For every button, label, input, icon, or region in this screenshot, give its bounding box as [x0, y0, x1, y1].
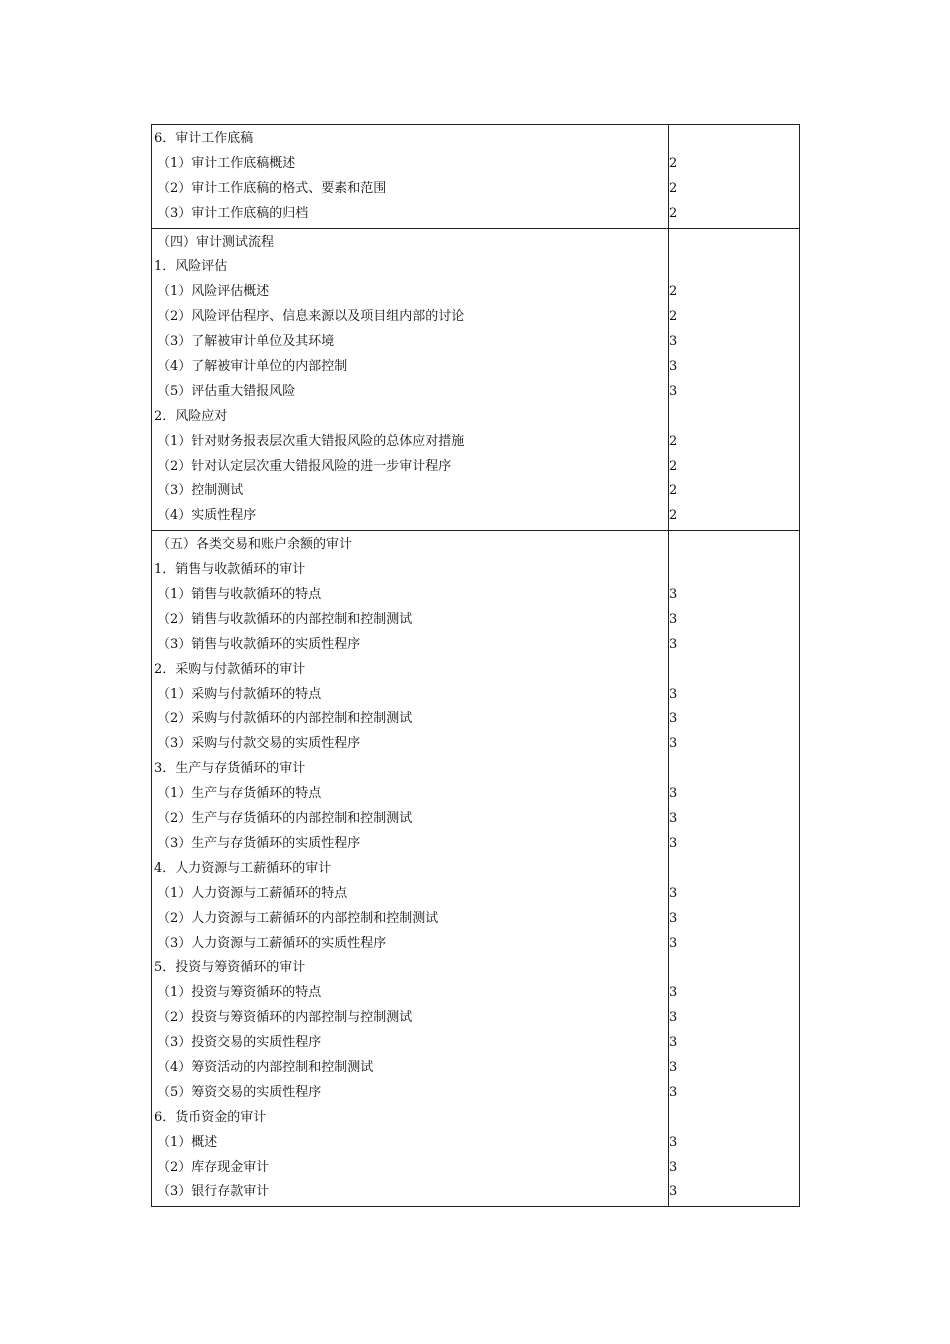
- item-hours: 3: [669, 1159, 678, 1175]
- item-text: （3）审计工作底稿的归档: [157, 205, 309, 221]
- item-hours: 3: [669, 611, 678, 627]
- item-hours: 2: [669, 433, 678, 449]
- item-text: 2．风险应对: [154, 408, 228, 424]
- item-hours: 3: [669, 1059, 678, 1075]
- item-hours: [669, 757, 799, 782]
- table-section: [152, 228, 800, 531]
- item-hours: 3: [669, 1134, 678, 1150]
- item-hours: 3: [669, 1184, 678, 1200]
- item-text: （2）生产与存货循环的内部控制和控制测试: [157, 811, 413, 827]
- syllabus-table: [151, 124, 800, 1207]
- item-text: （3）投资交易的实质性程序: [157, 1035, 322, 1051]
- item-text: 1．销售与收款循环的审计: [154, 562, 306, 578]
- item-hours: 3: [669, 359, 678, 375]
- item-text: 4．人力资源与工薪循环的审计: [154, 860, 332, 876]
- item-hours: 3: [669, 1084, 678, 1100]
- item-text: （3）销售与收款循环的实质性程序: [157, 636, 361, 652]
- item-text: 1．风险评估: [154, 259, 228, 275]
- item-hours: 3: [669, 885, 678, 901]
- item-hours: [669, 231, 799, 256]
- item-text: （1）采购与付款循环的特点: [157, 686, 322, 702]
- item-hours: 3: [669, 686, 678, 702]
- item-text: 6．货币资金的审计: [154, 1109, 267, 1125]
- item-text: （1）投资与筹资循环的特点: [157, 985, 322, 1001]
- item-text: （四）审计测试流程: [157, 234, 275, 250]
- item-text: （1）风险评估概述: [157, 284, 270, 300]
- item-text: （3）了解被审计单位及其环境: [157, 334, 335, 350]
- item-text: （2）风险评估程序、信息来源以及项目组内部的讨论: [157, 309, 465, 325]
- item-hours: 3: [669, 636, 678, 652]
- item-text: （1）销售与收款循环的特点: [157, 587, 322, 603]
- item-text: （4）了解被审计单位的内部控制: [157, 359, 348, 375]
- item-text: （1）概述: [157, 1134, 218, 1150]
- item-hours: 2: [669, 284, 678, 300]
- item-hours: 3: [669, 736, 678, 752]
- item-hours: 3: [669, 383, 678, 399]
- item-text: （3）生产与存货循环的实质性程序: [157, 835, 361, 851]
- item-text: （2）人力资源与工薪循环的内部控制和控制测试: [157, 910, 439, 926]
- item-hours: 3: [669, 811, 678, 827]
- item-hours: 3: [669, 786, 678, 802]
- item-hours: 2: [669, 155, 678, 171]
- item-text: 6．审计工作底稿: [154, 131, 254, 146]
- item-text: （2）针对认定层次重大错报风险的进一步审计程序: [157, 458, 452, 474]
- item-hours: 3: [669, 835, 678, 851]
- item-text: （1）审计工作底稿概述: [157, 155, 296, 171]
- item-text: （4）筹资活动的内部控制和控制测试: [157, 1059, 374, 1075]
- item-hours: [669, 405, 799, 430]
- item-text: （1）人力资源与工薪循环的特点: [157, 885, 348, 901]
- item-hours: 2: [669, 180, 678, 196]
- item-text: （3）银行存款审计: [157, 1184, 270, 1200]
- item-text: （五）各类交易和账户余额的审计: [157, 537, 353, 553]
- item-text: （3）控制测试: [157, 483, 244, 499]
- item-hours: [669, 857, 799, 882]
- content-cell: [152, 125, 669, 229]
- item-text: （2）采购与付款循环的内部控制和控制测试: [157, 711, 413, 727]
- hours-cell: [669, 531, 800, 1207]
- item-text: 2．采购与付款循环的审计: [154, 661, 306, 677]
- table-body: [152, 125, 800, 1207]
- content-cell: [152, 531, 669, 1207]
- item-hours: 3: [669, 935, 678, 951]
- item-text: （1）针对财务报表层次重大错报风险的总体应对措施: [157, 433, 465, 449]
- hours-cell: [669, 125, 800, 229]
- item-text: 5．投资与筹资循环的审计: [154, 960, 306, 976]
- item-text: （5）评估重大错报风险: [157, 383, 296, 399]
- table-section: [152, 531, 800, 1207]
- item-hours: 3: [669, 587, 678, 603]
- hours-cell: [669, 228, 800, 531]
- item-hours: 2: [669, 483, 678, 499]
- item-text: （2）审计工作底稿的格式、要素和范围: [157, 180, 387, 196]
- content-cell: [152, 228, 669, 531]
- item-hours: 3: [669, 334, 678, 350]
- item-text: （2）投资与筹资循环的内部控制与控制测试: [157, 1010, 413, 1026]
- item-hours: [669, 255, 799, 280]
- item-hours: 3: [669, 711, 678, 727]
- item-text: （4）实质性程序: [157, 508, 257, 524]
- item-text: （3）人力资源与工薪循环的实质性程序: [157, 935, 387, 951]
- item-text: （3）采购与付款交易的实质性程序: [157, 736, 361, 752]
- item-hours: [669, 1106, 799, 1131]
- item-hours: [669, 533, 799, 558]
- item-hours: 2: [669, 458, 678, 474]
- item-hours: 3: [669, 1010, 678, 1026]
- item-hours: 3: [669, 910, 678, 926]
- item-text: （5）筹资交易的实质性程序: [157, 1084, 322, 1100]
- item-hours: 3: [669, 1035, 678, 1051]
- item-hours: [669, 127, 799, 152]
- item-text: （2）销售与收款循环的内部控制和控制测试: [157, 611, 413, 627]
- item-hours: [669, 658, 799, 683]
- item-hours: 2: [669, 309, 678, 325]
- item-text: （2）库存现金审计: [157, 1159, 270, 1175]
- item-hours: 2: [669, 508, 678, 524]
- item-hours: 2: [669, 205, 678, 221]
- item-hours: [669, 956, 799, 981]
- item-text: （1）生产与存货循环的特点: [157, 786, 322, 802]
- item-text: 3．生产与存货循环的审计: [154, 761, 306, 777]
- item-hours: [669, 558, 799, 583]
- table-section: [152, 125, 800, 229]
- item-hours: 3: [669, 985, 678, 1001]
